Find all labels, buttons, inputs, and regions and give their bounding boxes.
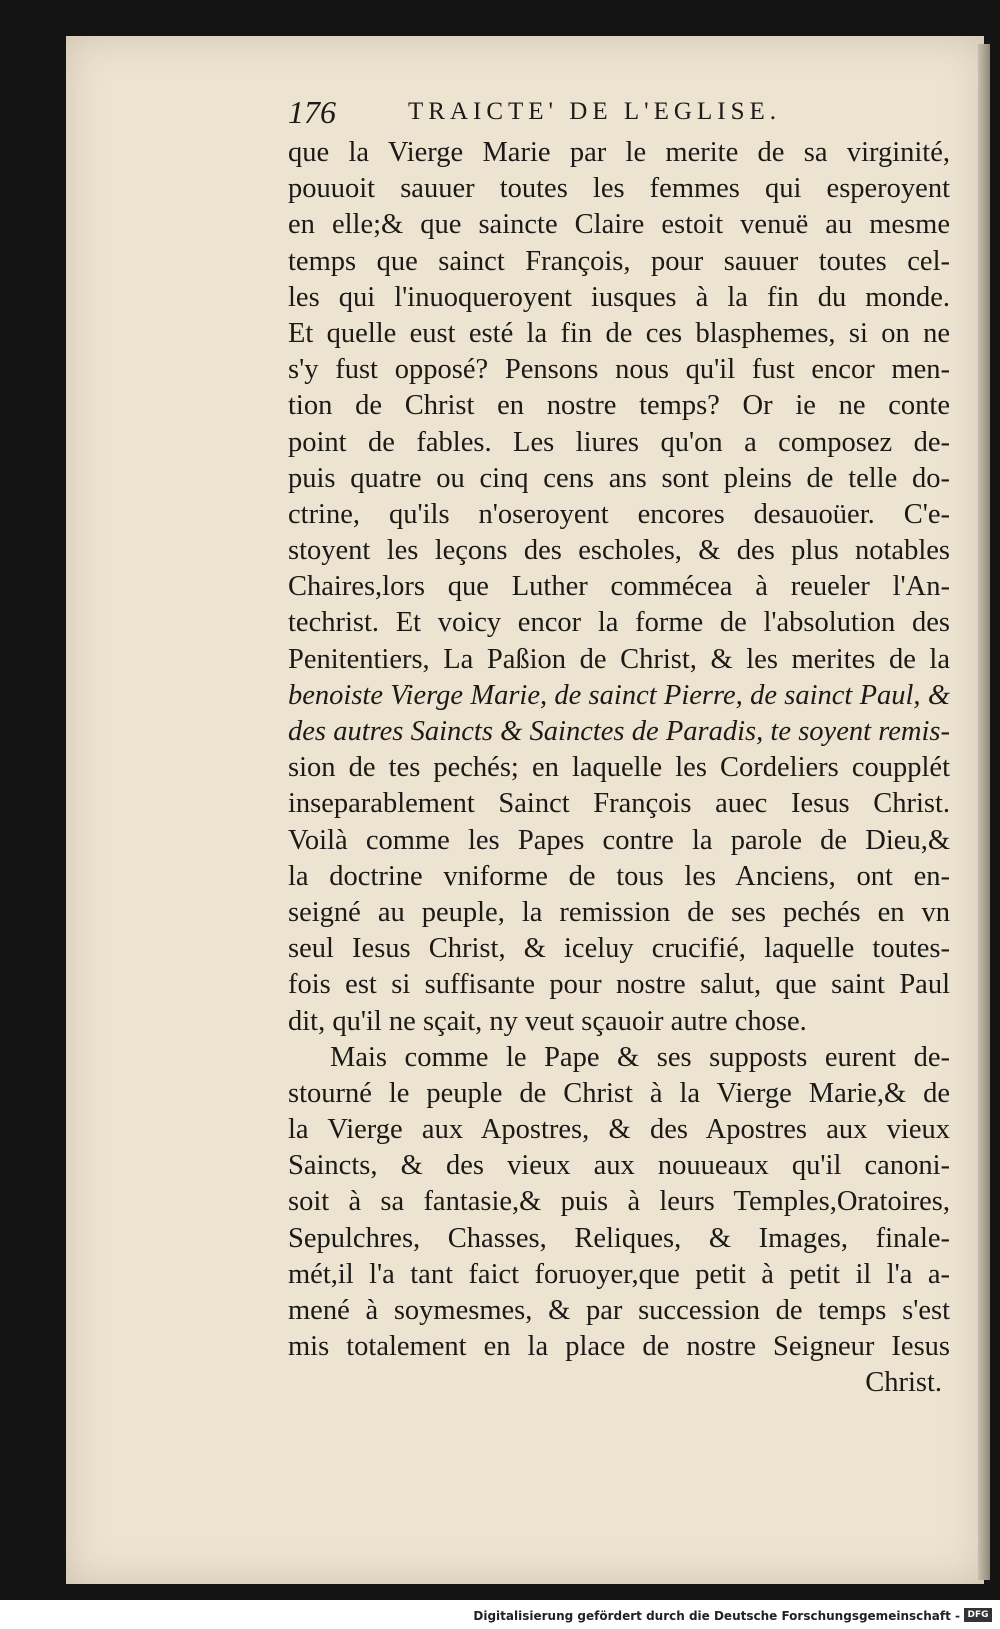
text-line: la Vierge aux Apostres, & des Apostres aux vieux <box>288 1114 950 1146</box>
text-line: Et quelle eust esté la fin de ces blasphemes, si on ne <box>288 317 950 349</box>
page-header <box>288 94 948 131</box>
text-line: inseparablement Sainct François auec Iesus Christ. <box>288 788 950 820</box>
text-line: que la Vierge Marie par le merite de sa virginité, <box>288 137 950 168</box>
text-line: techrist. Et voicy encor la forme de l'absolution des <box>288 607 950 639</box>
text-line: seigné au peuple, la remission de ses pechés en vn <box>288 896 950 928</box>
text-line: mét,il l'a tant faict foruoyer,que petit à petit il l'a a- <box>288 1258 950 1290</box>
text-line: mené à soymesmes, & par succession de temps s'est <box>288 1295 950 1326</box>
text-line: en elle;& que saincte Claire estoit venuë au mesme <box>288 209 950 241</box>
page-number: 176 <box>288 94 336 130</box>
body-text <box>288 135 950 1402</box>
running-title: TRAICTE' DE L'EGLISE. <box>408 98 781 125</box>
text-line: stourné le peuple de Christ à la Vierge Marie,& de <box>288 1077 950 1109</box>
text-line: point de fables. Les liures qu'on a composez de- <box>288 426 950 458</box>
text-line: la doctrine vniforme de tous les Anciens, ont en- <box>288 860 950 892</box>
digitization-footer <box>0 1601 1000 1629</box>
text-line: mis totalement en la place de nostre Seigneur Iesus <box>288 1331 950 1363</box>
text-line: dit, qu'il ne sçait, ny veut sçauoir autre chose. <box>288 1005 807 1037</box>
text-line: seul Iesus Christ, & iceluy crucifié, laquelle toutes- <box>288 933 950 965</box>
text-line: pouuoit sauuer toutes les femmes qui esperoyent <box>288 173 950 205</box>
text-line: temps que sainct François, pour sauuer toutes cel- <box>288 245 950 277</box>
text-line: stoyent les leçons des escholes, & des plus notables <box>288 535 950 567</box>
funding-credit: Digitalisierung gefördert durch die Deutsche Forschungsgemeinschaft - <box>473 1609 960 1623</box>
text-line: puis quatre ou cinq cens ans sont pleins de telle do- <box>288 462 950 494</box>
text-line: sion de tes pechés; en laquelle les Cordeliers coupplét <box>288 752 950 784</box>
text-line-italic: des autres Saincts & Sainctes de Paradis, te soyent remis- <box>288 716 950 747</box>
text-line: soit à sa fantasie,& puis à leurs Temples,Oratoires, <box>288 1186 950 1218</box>
text-line-italic: benoiste Vierge Marie, de sainct Pierre, de sainct Paul, & <box>288 679 950 711</box>
text-line: Sepulchres, Chasses, Reliques, & Images, finale- <box>288 1222 950 1254</box>
text-line: Chaires,lors que Luther commécea à reueler l'An- <box>288 571 950 603</box>
page-edge <box>978 44 990 1580</box>
text-line: Voilà comme les Papes contre la parole de Dieu,& <box>288 824 950 856</box>
text-line: s'y fust opposé? Pensons nous qu'il fust encor men- <box>288 354 950 386</box>
text-line: les qui l'inuoqueroyent iusques à la fin du monde. <box>288 281 950 313</box>
text-line: tion de Christ en nostre temps? Or ie ne conte <box>288 390 950 422</box>
text-line: Saincts, & des vieux aux nouueaux qu'il canoni- <box>288 1150 950 1182</box>
text-line-indented: Mais comme le Pape & ses supposts eurent de- <box>330 1041 950 1073</box>
text-line: fois est si suffisante pour nostre salut, que saint Paul <box>288 969 950 1001</box>
dfg-logo: DFG <box>964 1608 992 1622</box>
text-line: ctrine, qu'ils n'oseroyent encores desauoüer. C'e- <box>288 498 950 530</box>
text-line: Penitentiers, La Paßion de Christ, & les merites de la <box>288 643 950 675</box>
text-line-final: Christ. <box>865 1367 942 1399</box>
